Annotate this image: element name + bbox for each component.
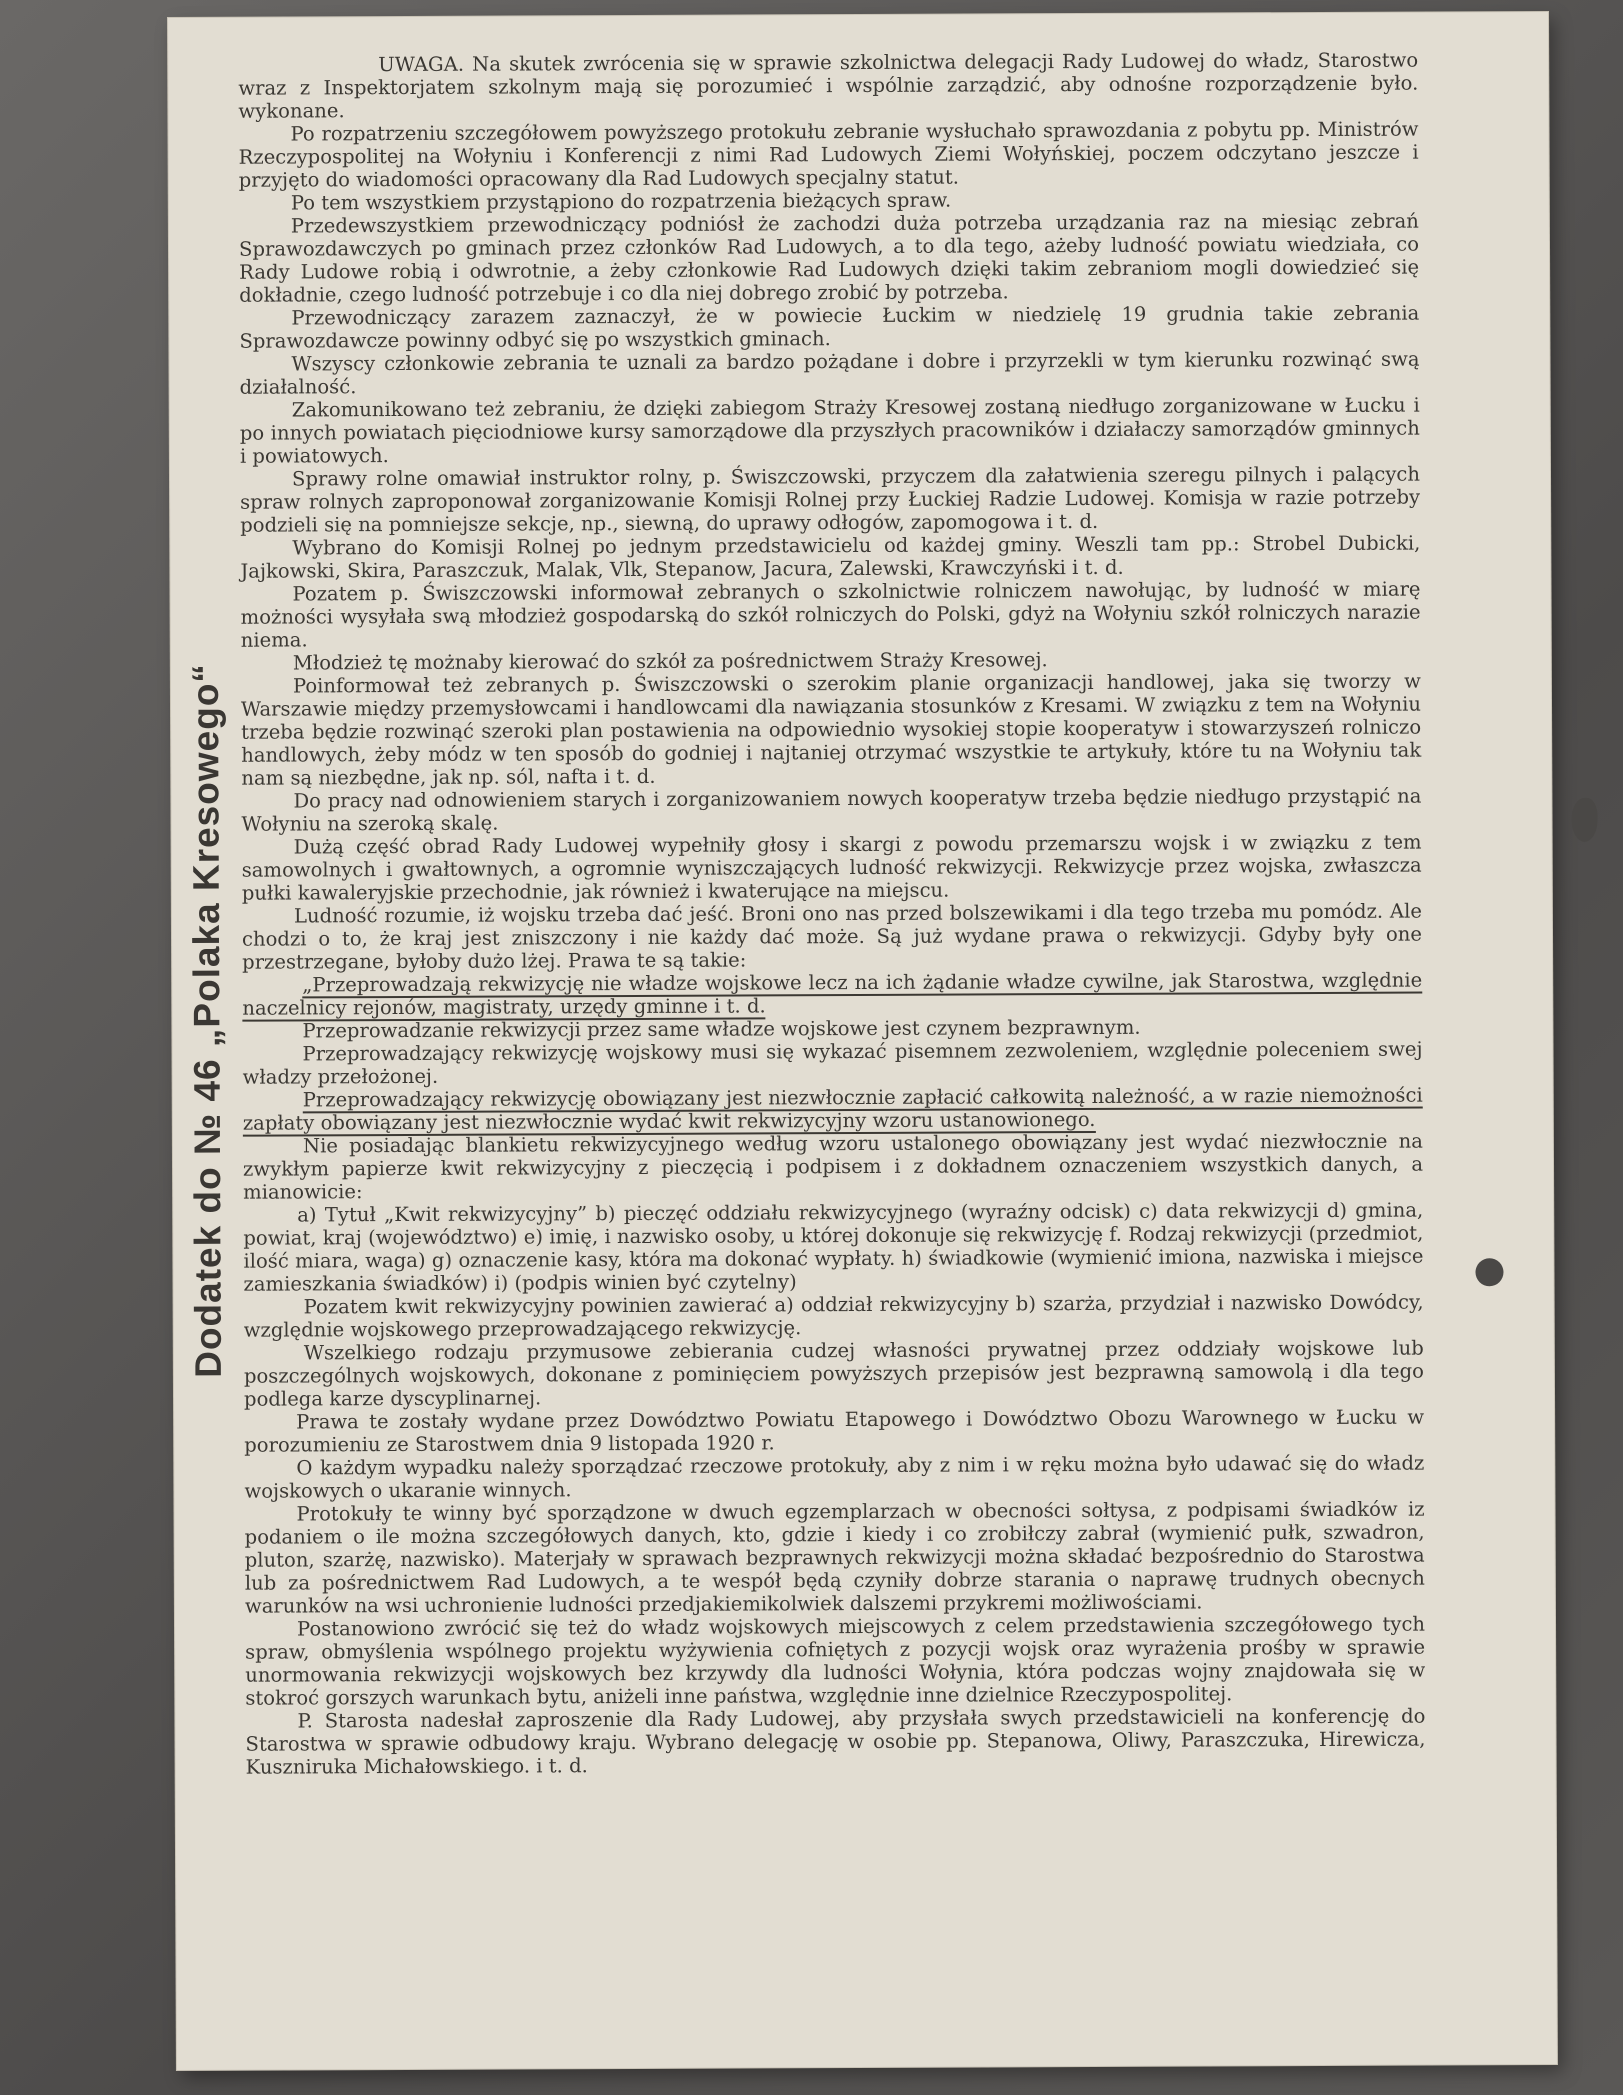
rule-list: a) Tytuł „Kwit rekwizycyjny” b) pieczęć oddziału rekwizycyjnego (wyraźny odcisk) c) data rekwizycji d) gmina, powiat, kraj (województwo) e) imię, i nazwisko osoby, u której dokonuje się rekwizycję f. Rodzaj rekwizycji (przedmiot, ilość miara, waga) g) oznaczenie kasy, która ma dokonać wypłaty. h) świadkowie (wymienić imiona, nazwiska i miejsce zamieszkania świadków) i) (podpis winien być czytelny) [243, 1198, 1424, 1296]
closing-paragraph: Prawa te zostały wydane przez Dowództwo Powiatu Etapowego i Dowództwo Obozu Warownego w Łucku w porozumieniu ze Starostwem dnia 9 listopada 1920 r. [244, 1405, 1425, 1457]
rule-text-underlined: „Przeprowadzają rekwizycję nie władze wojskowe lecz na ich żądanie władze cywilne, jak Starostwa, względnie naczelnicy rejonów, magistraty, urzędy gminne i t. d. [242, 968, 1423, 1020]
paragraph: Do pracy nad odnowieniem starych i zorganizowaniem nowych kooperatyw trzeba będzie niedługo przystąpić na Wołyniu na szeroką skalę. [241, 784, 1422, 836]
paragraph: Dużą część obrad Rady Ludowej wypełniły głosy i skargi z powodu przemarszu wojsk i w związku z tem samowolnych i gwałtownych, a ogromnie wyniszczających ludność rekwizycji. Rekwizycje przez wojska, zwłaszcza pułki kawaleryjskie przechodnie, jak również i kwaterujące na miejscu. [241, 830, 1422, 905]
paragraph: Przedewszystkiem przewodniczący podniósł że zachodzi duża potrzeba urządzania raz na miesiąc zebrań Sprawozdawczych po gminach przez członków Rad Ludowych, a to dla tego, ażeby ludność powiatu wiedziała, co Rady Ludowe robią i odwrotnie, a żeby członkowie Rad Ludowych dzięki takim zebraniom mogli dowiedzieć się dokładnie, czego ludność potrzebuje i co dla niej dobrego zrobić by potrzeba. [238, 209, 1420, 307]
document-body [238, 49, 1426, 1779]
paragraph: Pozatem p. Świszczowski informował zebranych o szkolnictwie rolniczem nawołując, by ludność w miarę możności wysyłała swą młodzież gospodarską do szkół rolniczych do Polski, gdyż na Wołyniu szkół rolniczych narazie niema. [240, 577, 1421, 652]
sidebar-title: Dodatek do № 46 „Polaka Kresowego“ [184, 663, 229, 1378]
paragraph: Po tem wszystkiem przystąpiono do rozpatrzenia bieżących spraw. [290, 188, 952, 215]
punch-hole-top [1571, 798, 1597, 842]
paragraph: Młodzież tę możnaby kierować do szkół za pośrednictwem Straży Kresowej. [292, 648, 1048, 675]
paragraph: Sprawy rolne omawiał instruktor rolny, p. Świszczowski, przyczem dla załatwienia szeregu pilnych i palących spraw rolnych zaproponował zorganizowanie Komisji Rolnej przy Łuckiej Radzie Ludowej. Komisja w razie potrzeby podzieli się na pomniejsze sekcje, np., siewną, do uprawy odłogów, zapomogowa i t. d. [240, 462, 1421, 537]
closing-paragraph: O każdym wypadku należy sporządzać rzeczowe protokuły, aby z nim i w ręku można było udawać się do władz wojskowych o ukaranie winnych. [244, 1451, 1425, 1503]
paragraph: Wszyscy członkowie zebrania te uznali za bardzo pożądane i dobre i przyrzekli w tym kierunku rozwinąć swą działalność. [239, 347, 1420, 399]
rule-text-underlined: Przeprowadzający rekwizycję obowiązany jest niezwłocznie zapłacić całkowitą należność, a w razie niemożności zapłaty obowiązany jest niezwłocznie wydać kwit rekwizycyjny wzoru ustanowionego. [242, 1083, 1423, 1135]
rule-paragraph: Pozatem kwit rekwizycyjny powinien zawierać a) oddział rekwizycyjny b) szarża, przydział i nazwisko Dowódcy, względnie wojskowego przeprowadzającego rekwizycję. [243, 1290, 1424, 1342]
closing-paragraph: Protokuły te winny być sporządzone w dwuch egzemplarzach w obecności sołtysa, z podpisami świadków iz podaniem o ile można szczegółowych danych, kto, gdzie i kiedy i co zrobiłczy zabrał (wymienić pułk, szwadron, pluton, szarżę, nazwisko). Materjały w sprawach bezprawnych rekwizycji można składać bezpośrednio do Starostwa lub za pośrednictwem Rad Ludowych, a te wespół będą czyniły dobrze starania o naprawę trudnych obecnych warunków na wsi uchronienie ludności przedjakiemikolwiek dalszemi przykremi możliwościami. [244, 1497, 1425, 1618]
paragraph: Po rozpatrzeniu szczegółowem powyższego protokułu zebranie wysłuchało sprawozdania z pobytu pp. Ministrów Rzeczypospolitej na Wołyniu i Konferencji z nimi Rad Ludowych Ziemi Wołyńskiej, poczem odczytano jeszcze i przyjęto do wiadomości opracowany dla Rad Ludowych specjalny statut. [238, 117, 1419, 192]
rule-paragraph: Wszelkiego rodzaju przymusowe zebierania cudzej własności prywatnej przez oddziały wojskowe lub poszczególnych wojskowych, dokonane z pominięciem powyższych przepisów jest bezprawną samowolą i dla tego podlega karze dyscyplinarnej. [243, 1336, 1424, 1411]
note-paragraph: UWAGA. Na skutek zwrócenia się w sprawie szkolnictwa delegacji Rady Ludowej do władz, Starostwo wraz z Inspektorjatem szkolnym mają się porozumieć i wspólnie zarządzić, aby odnośne rozporządzenie było. wykonane. [238, 48, 1419, 123]
document-page [168, 12, 1557, 2070]
paragraph: Ludność rozumie, iż wojsku trzeba dać jeść. Broni ono nas przed bolszewikami i dla tego trzeba mu pomódz. Ale chodzi o to, że kraj jest zniszczony i nie każdy dać może. Są już wydane prawa o rekwizycji. Gdyby były one przestrzegane, byłoby dużo lżej. Prawa te są takie: [241, 899, 1423, 974]
closing-paragraph: P. Starosta nadesłał zaproszenie dla Rady Ludowej, aby przysłała swych przedstawicieli na konferencję do Starostwa w sprawie odbudowy kraju. Wybrano delegację w osobie pp. Stepanowa, Oliwy, Paraszczuka, Hirewicza, Kuszniruka Michałowskiego. i t. d. [245, 1704, 1426, 1779]
rule-paragraph: Nie posiadając blankietu rekwizycyjnego według wzoru ustalonego obowiązany jest wydać niezwłocznie na zwykłym papierze kwit rekwizycyjny z pieczęcią i podpisem i z dokładnem oznaczeniem wszystkich danych, a mianowicie: [242, 1129, 1424, 1204]
punch-hole-bottom [1475, 1258, 1503, 1286]
rule-paragraph: Przeprowadzanie rekwizycji przez same władze wojskowe jest czynem bezprawnym. [302, 1015, 1141, 1043]
paragraph: Wybrano do Komisji Rolnej po jednym przedstawicielu od każdej gminy. Weszli tam pp.: Strobel Dubicki, Jajkowski, Skira, Paraszczuk, Malak, Vlk, Stepanow, Jacura, Zalewski, Krawczyński i t. d. [240, 531, 1421, 583]
rule-paragraph: Przeprowadzający rekwizycję wojskowy musi się wykazać pisemnem zezwoleniem, względnie poleceniem swej władzy przełożonej. [242, 1037, 1423, 1089]
rule-paragraph [243, 1084, 1423, 1135]
rule-paragraph [242, 969, 1422, 1020]
paragraph: Zakomunikowano też zebraniu, że dzięki zabiegom Straży Kresowej zostaną niedługo zorganizowane w Łucku i po innych powiatach pięciodniowe kursy samorządowe dla przyszłych pracowników i działaczy samorządów gminnych i powiatowych. [239, 393, 1420, 468]
closing-paragraph: Postanowiono zwrócić się też do władz wojskowych miejscowych z celem przedstawienia szczegółowego tych spraw, obmyślenia wspólnego projektu wyżywienia cofniętych z pozycji wojsk oraz wyrażenia prośby w sprawie unormowania rekwizycji wojskowych bez krzywdy dla ludności Wołynia, która podczas wojny znajdowała się w stokroć gorszych warunkach bytu, aniżeli inne państwa, względnie inne dzielnice Rzeczypospolitej. [245, 1612, 1426, 1710]
paragraph: Poinformował też zebranych p. Świszczowski o szerokim planie organizacji handlowej, jaka się tworzy w Warszawie między przemysłowcami i handlowcami dla nawiązania stosunków z Kresami. W związku z tem na Wołyniu trzeba będzie rozwinąć szeroki plan postawienia na odpowiednio wysokiej stopie kooperatyw i stowarzyszeń rolniczo handlowych, żeby módz w ten sposób do godniej i najtaniej otrzymać wszystkie te artykuły, które tu na Wołyniu tak nam są niezbędne, jak np. sól, nafta i t. d. [240, 669, 1422, 790]
paragraph: Przewodniczący zarazem zaznaczył, że w powiecie Łuckim w niedzielę 19 grudnia takie zebrania Sprawozdawcze powinny odbyć się po wszystkich gminach. [239, 301, 1420, 353]
